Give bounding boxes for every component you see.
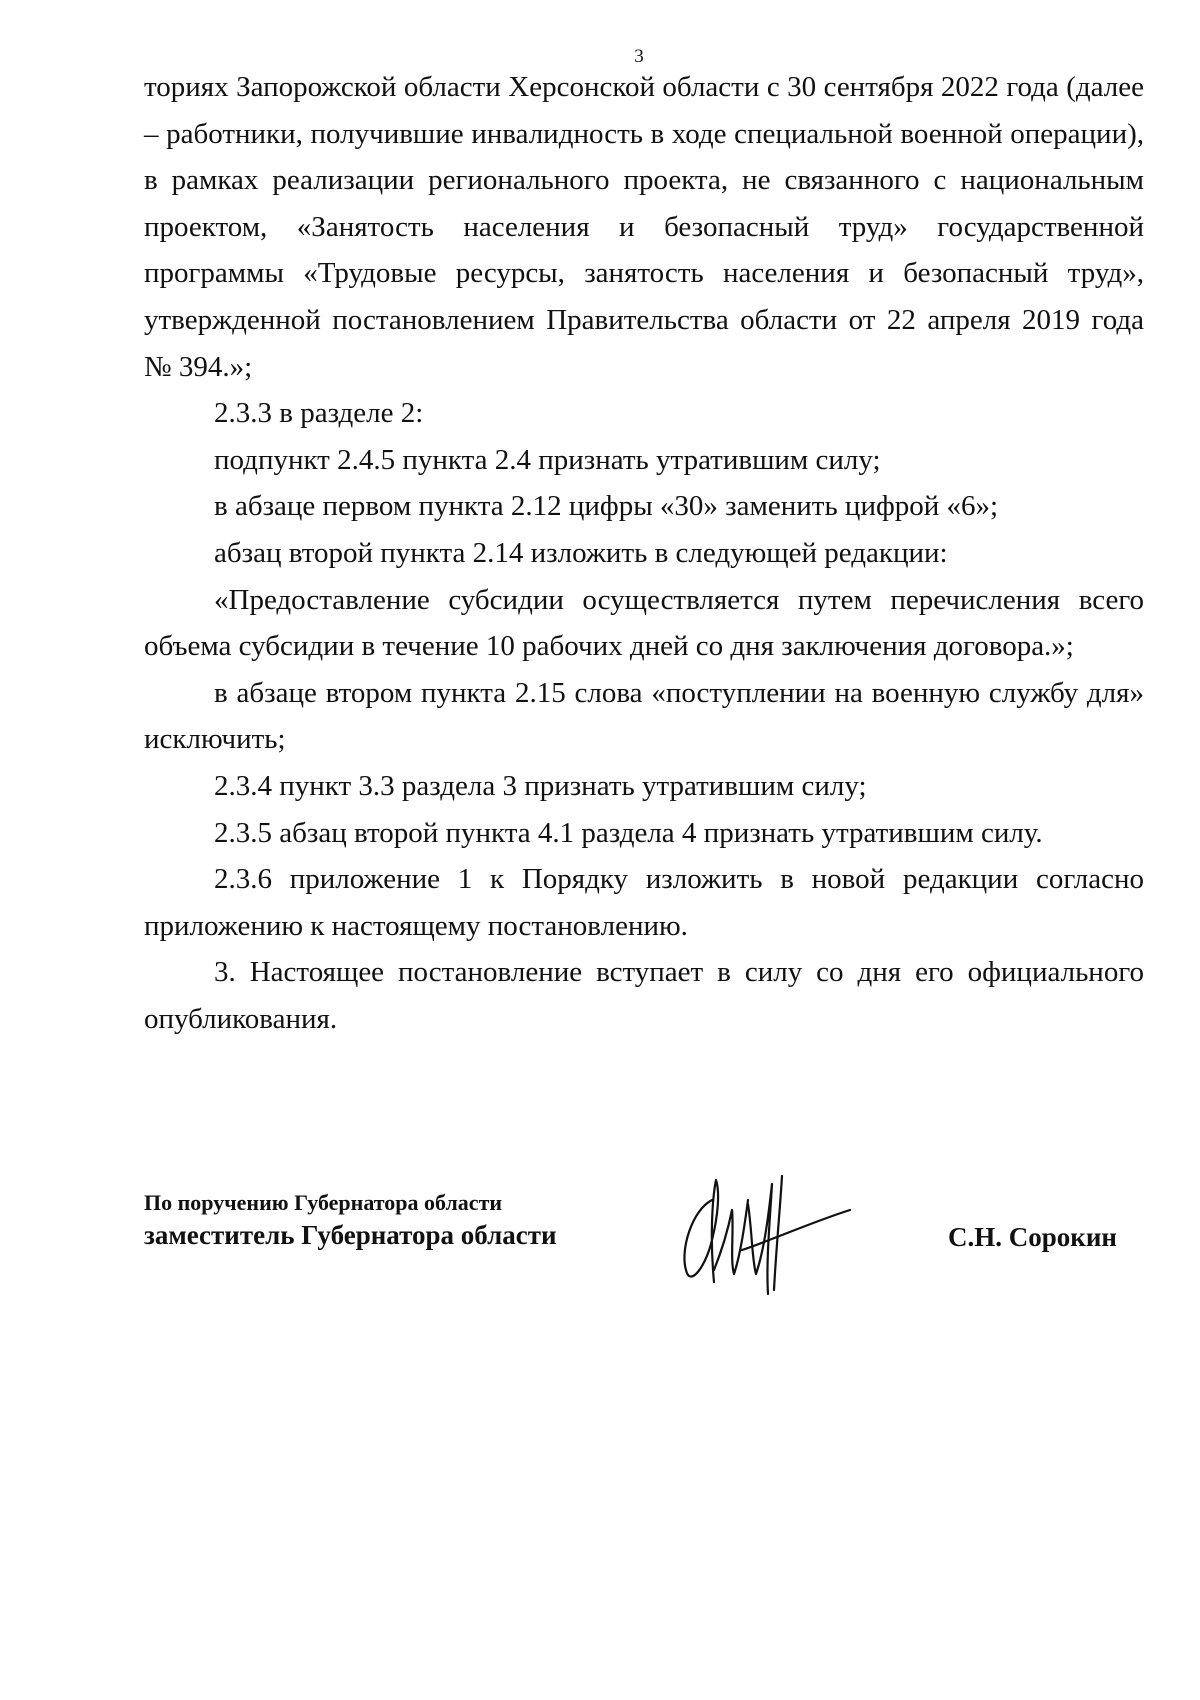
paragraph-2-3-6: 2.3.6 приложение 1 к Порядку изложить в новой редакции согласно приложению к настоящему постановлению. — [144, 863, 1144, 942]
signatory-name: С.Н. Сорокин — [948, 1222, 1117, 1252]
paragraph-item-2-12: в абзаце первом пункта 2.12 цифры «30» заменить цифрой «6»; — [214, 490, 999, 523]
signatory-title-line2: заместитель Губернатора области — [144, 1220, 557, 1250]
paragraph-2-3-5: 2.3.5 абзац второй пункта 4.1 раздела 4 признать утратившим силу. — [214, 816, 1043, 849]
document-body — [144, 64, 1144, 1042]
signatory-title — [144, 1188, 557, 1252]
paragraph-2-3-4: 2.3.4 пункт 3.3 раздела 3 признать утратившим силу; — [214, 769, 867, 802]
paragraph-quote-subsidy: «Предоставление субсидии осуществляется путем перечисления всего объема субсидии в течение 10 рабочих дней со дня заключения договора.»; — [144, 583, 1144, 663]
signatory-title-line1: По поручению Губернатора области — [144, 1190, 503, 1215]
page-number: 3 — [634, 46, 644, 67]
paragraph-2-3-3: 2.3.3 в разделе 2: — [214, 397, 424, 430]
handwritten-signature-icon — [672, 1170, 872, 1300]
paragraph-item-2-15: в абзаце втором пункта 2.15 слова «поступлении на военную службу для» исключить; — [144, 676, 1144, 756]
paragraph-item-2-14: абзац второй пункта 2.14 изложить в следующей редакции: — [214, 536, 948, 569]
paragraph-effective-date: 3. Настоящее постановление вступает в силу со дня его официального опубликования. — [144, 956, 1144, 1035]
paragraph-continuation: ториях Запорожской области Херсонской области с 30 сентября 2022 года (далее – работники, получившие инвалидность в ходе специальной военной операции), в рамках реализации регионального проекта, не связанного с национальным проектом, «Занятость населения и безопасный труд» государственной программы «Трудовые ресурсы, занятость населения и безопасный труд», утвержденной постановлением Правительства области от 22 апреля 2019 года № 394.»; — [144, 71, 1144, 383]
paragraph-subitem-2-4-5: подпункт 2.4.5 пункта 2.4 признать утратившим силу; — [214, 443, 881, 476]
